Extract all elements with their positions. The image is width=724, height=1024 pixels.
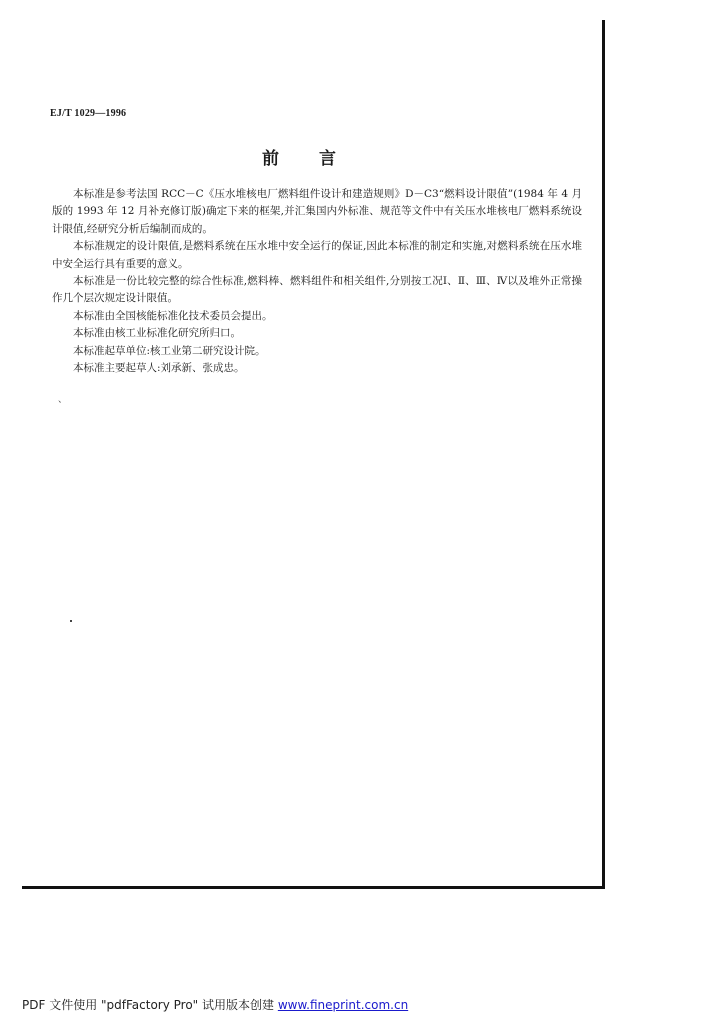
- footer-text: PDF 文件使用 "pdfFactory Pro" 试用版本创建: [22, 998, 278, 1012]
- paragraph: 本标准是一份比较完整的综合性标准,燃料棒、燃料组件和相关组件,分别按工况Ⅰ、Ⅱ、Ⅲ、Ⅳ以及堆外正常操作几个层次规定设计限值。: [52, 275, 582, 305]
- paragraph: 本标准规定的设计限值,是燃料系统在压水堆中安全运行的保证,因此本标准的制定和实施,对燃料系统在压水堆中安全运行具有重要的意义。: [52, 240, 582, 270]
- fineprint-link[interactable]: www.fineprint.com.cn: [277, 998, 409, 1012]
- scan-artifact-mark: 、: [58, 395, 68, 405]
- paragraph: 本标准由核工业标准化研究所归口。: [73, 327, 241, 340]
- paragraph: 本标准由全国核能标准化技术委员会提出。: [73, 309, 273, 322]
- standard-number: EJ/T 1029—1996: [50, 108, 127, 119]
- pdf-creator-footer: [22, 996, 408, 1013]
- page-title: 前 言: [262, 149, 338, 169]
- page-right-border: [602, 20, 605, 888]
- scan-artifact-dot: [70, 620, 72, 622]
- preface-body: [52, 186, 582, 377]
- paragraph: 本标准主要起草人:刘承新、张成忠。: [73, 362, 245, 375]
- paragraph: 本标准是参考法国 RCC－C《压水堆核电厂燃料组件设计和建造规则》D－C3“燃料设计限值”(1984 年 4 月版的 1993 年 12 月补充修订版)确定下来的框架,并汇集国内外标准、规范等文件中有关压水堆核电厂燃料系统设计限值,经研究分析后编制而成的。: [52, 188, 582, 235]
- paragraph: 本标准起草单位:核工业第二研究设计院。: [73, 344, 266, 357]
- page-bottom-border: [22, 886, 605, 889]
